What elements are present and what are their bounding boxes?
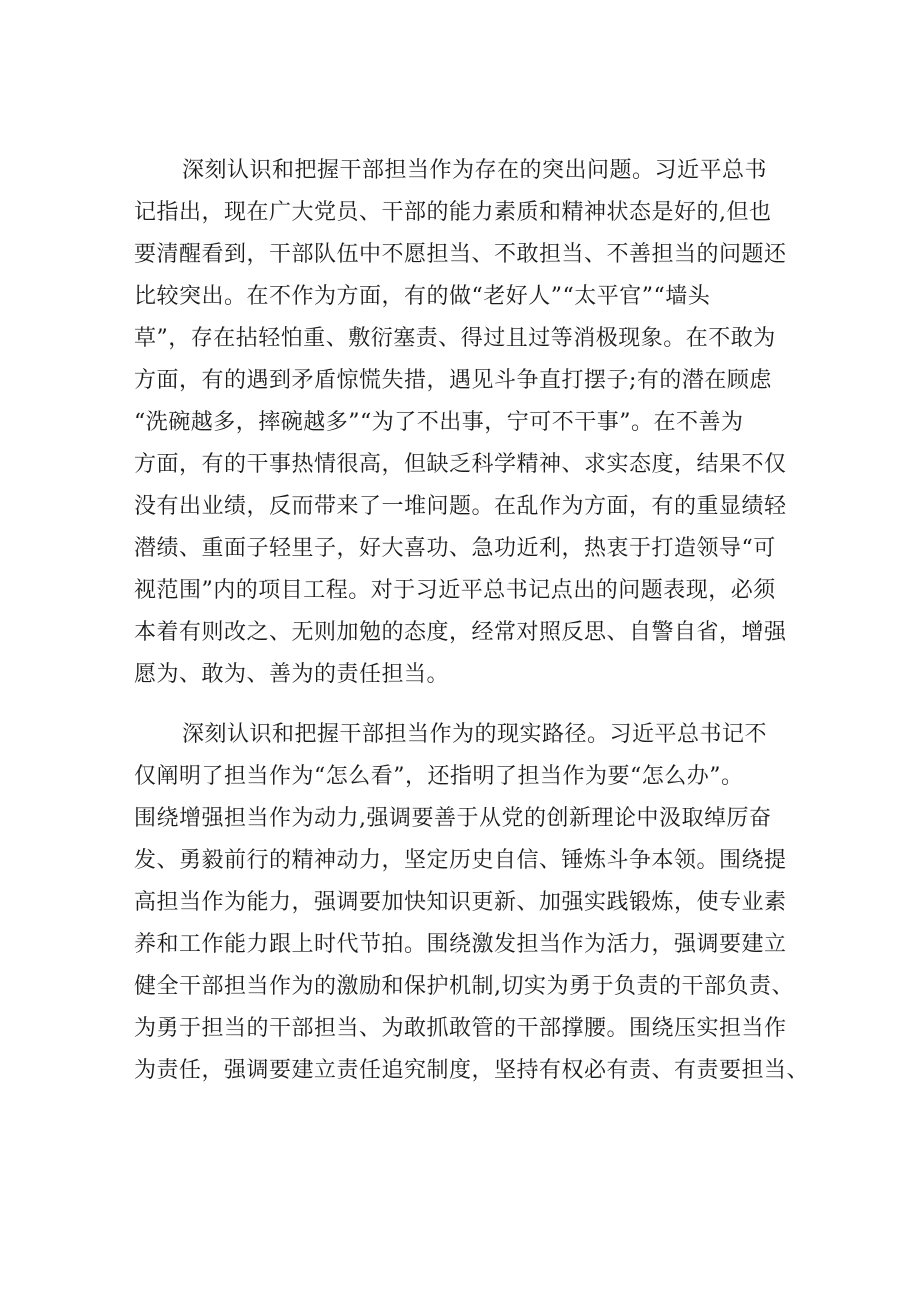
text-line: 草”，存在拈轻怕重、敷衍塞责、得过且过等消极现象。在不敢为 xyxy=(134,326,776,351)
text-line: 为勇于担当的干部担当、为敢抓敢管的干部撑腰。围绕压实担当作 xyxy=(134,1016,787,1041)
text-line: 潜绩、重面子轻里子，好大喜功、急功近利，热衷于打造领导“可 xyxy=(134,536,776,561)
text-line: 养和工作能力跟上时代节拍。围绕激发担当作为活力，强调要建立 xyxy=(134,932,787,957)
text-line: 视范围”内的项目工程。对于习近平总书记点出的问题表现，必须 xyxy=(134,578,776,603)
text-line: 愿为、敢为、善为的责任担当。 xyxy=(134,662,450,687)
paragraph-paths xyxy=(134,714,810,1092)
text-line: 方面，有的干事热情很高，但缺乏科学精神、求实态度，结果不仅 xyxy=(134,452,787,477)
text-line: 没有出业绩，反而带来了一堆问题。在乱作为方面，有的重显绩轻 xyxy=(134,494,787,519)
text-line: 为责任，强调要建立责任追究制度，坚持有权必有责、有责要担当、 xyxy=(134,1058,810,1083)
text-line: “洗碗越多，摔碗越多”“为了不出事，宁可不干事”。在不善为 xyxy=(134,410,744,435)
text-line: 记指出，现在广大党员、干部的能力素质和精神状态是好的,但也 xyxy=(134,200,772,225)
paragraph-problems xyxy=(134,150,790,696)
text-line: 仅阐明了担当作为“怎么看”，还指明了担当作为要“怎么办”。 xyxy=(134,764,744,789)
text-line: 方面，有的遇到矛盾惊慌失措，遇见斗争直打摆子;有的潜在顾虑 xyxy=(134,368,772,393)
text-line: 深刻认识和把握干部担当作为的现实路径。习近平总书记不 xyxy=(182,722,768,747)
text-line: 发、勇毅前行的精神动力，坚定历史自信、锤炼斗争本领。围绕提 xyxy=(134,848,787,873)
text-line: 高担当作为能力，强调要加快知识更新、加强实践锻炼，使专业素 xyxy=(134,890,787,915)
text-line: 要清醒看到，干部队伍中不愿担当、不敢担当、不善担当的问题还 xyxy=(134,242,787,267)
text-line: 比较突出。在不作为方面，有的做“老好人”“太平官”“墙头 xyxy=(134,284,711,309)
text-line: 深刻认识和把握干部担当作为存在的突出问题。习近平总书 xyxy=(182,158,768,183)
body-text xyxy=(134,150,810,1110)
text-line: 本着有则改之、无则加勉的态度，经常对照反思、自警自省，增强 xyxy=(134,620,787,645)
text-line: 围绕增强担当作为动力,强调要善于从党的创新理论中汲取绰厉奋 xyxy=(134,806,772,831)
text-line: 健全干部担当作为的激励和保护机制,切实为勇于负责的干部负责、 xyxy=(134,974,794,999)
